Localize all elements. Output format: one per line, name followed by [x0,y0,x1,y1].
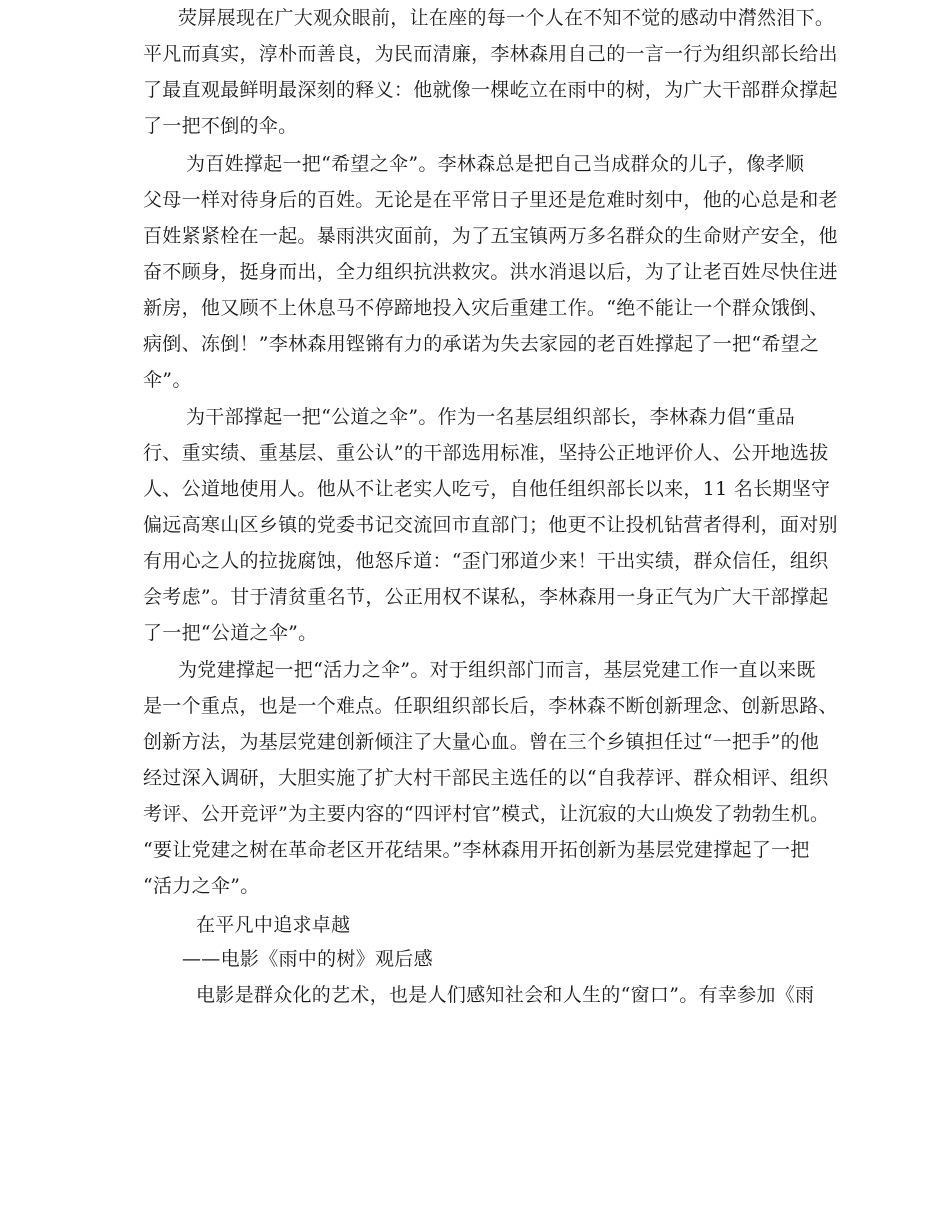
text-line: 有用心之人的拉拢腐蚀，他怒斥道：“歪门邪道少来！干出实绩，群众信任，组织 [143,550,829,572]
text-line: 奋不顾身，挺身而出，全力组织抗洪救灾。洪水消退以后，为了让老百姓尽快住进 [143,261,838,283]
text-line: 经过深入调研，大胆实施了扩大村干部民主选任的以“自我荐评、群众相评、组织 [143,767,829,789]
text-line: 行、重实绩、重基层、重公认”的干部选用标准，坚持公正地评价人、公开地选拔 [143,442,829,464]
text-line: 了一把“公道之伞”。 [143,622,318,644]
text-line: 平凡而真实，淳朴而善良，为民而清廉，李林森用自己的一言一行为组织部长给出 [143,43,838,65]
text-line: 伞”。 [143,369,192,391]
text-line: 为百姓撑起一把“希望之伞”。李林森总是把自己当成群众的儿子，像孝顺 [186,153,805,175]
text-line: 考评、公开竞评”为主要内容的“四评村官”模式，让沉寂的大山焕发了勃勃生机。 [143,803,830,825]
text-line: 了最直观最鲜明最深刻的释义：他就像一棵屹立在雨中的树，为广大干部群众撑起 [143,79,838,101]
text-line: 了一把不倒的伞。 [143,115,298,137]
text-line: 新房，他又顾不上休息马不停蹄地投入灾后重建工作。“绝不能让一个群众饿倒、 [143,297,829,319]
text-line: 百姓紧紧栓在一起。暴雨洪灾面前，为了五宝镇两万多名群众的生命财产安全，他 [143,225,838,247]
section-title: 在平凡中追求卓越 [196,914,351,936]
text-line: 病倒、冻倒！”李林森用铿锵有力的承诺为失去家园的老百姓撑起了一把“希望之 [143,333,820,355]
text-line: “要让党建之树在革命老区开花结果。”李林森用开拓创新为基层党建撑起了一把 [143,839,810,861]
text-line: 偏远高寒山区乡镇的党委书记交流回市直部门；他更不让投机钻营者得利，面对别 [143,514,838,536]
text-line: 人、公道地使用人。他从不让老实人吃亏，自他任组织部长以来，11 名长期坚守 [143,478,831,500]
text-line: 电影是群众化的艺术，也是人们感知社会和人生的“窗口”。有幸参加《雨 [196,984,815,1006]
text-line: “活力之伞”。 [143,875,260,897]
text-line: 是一个重点，也是一个难点。任职组织部长后，李林森不断创新理念、创新思路、 [143,695,838,717]
text-line: 荧屏展现在广大观众眼前，让在座的每一个人在不知不觉的感动中潸然泪下。 [178,7,835,29]
section-subtitle: ——电影《雨中的树》观后感 [182,948,433,970]
text-line: 父母一样对待身后的百姓。无论是在平常日子里还是危难时刻中，他的心总是和老 [143,189,838,211]
text-line: 创新方法，为基层党建创新倾注了大量心血。曾在三个乡镇担任过“一把手”的他 [143,731,820,753]
text-line: 会考虑”。甘于清贫重名节，公正用权不谋私，李林森用一身正气为广大干部撑起 [143,586,829,608]
text-line: 为干部撑起一把“公道之伞”。作为一名基层组织部长，李林森力倡“重品 [186,406,796,428]
text-line: 为党建撑起一把“活力之伞”。对于组织部门而言，基层党建工作一直以来既 [178,659,816,681]
